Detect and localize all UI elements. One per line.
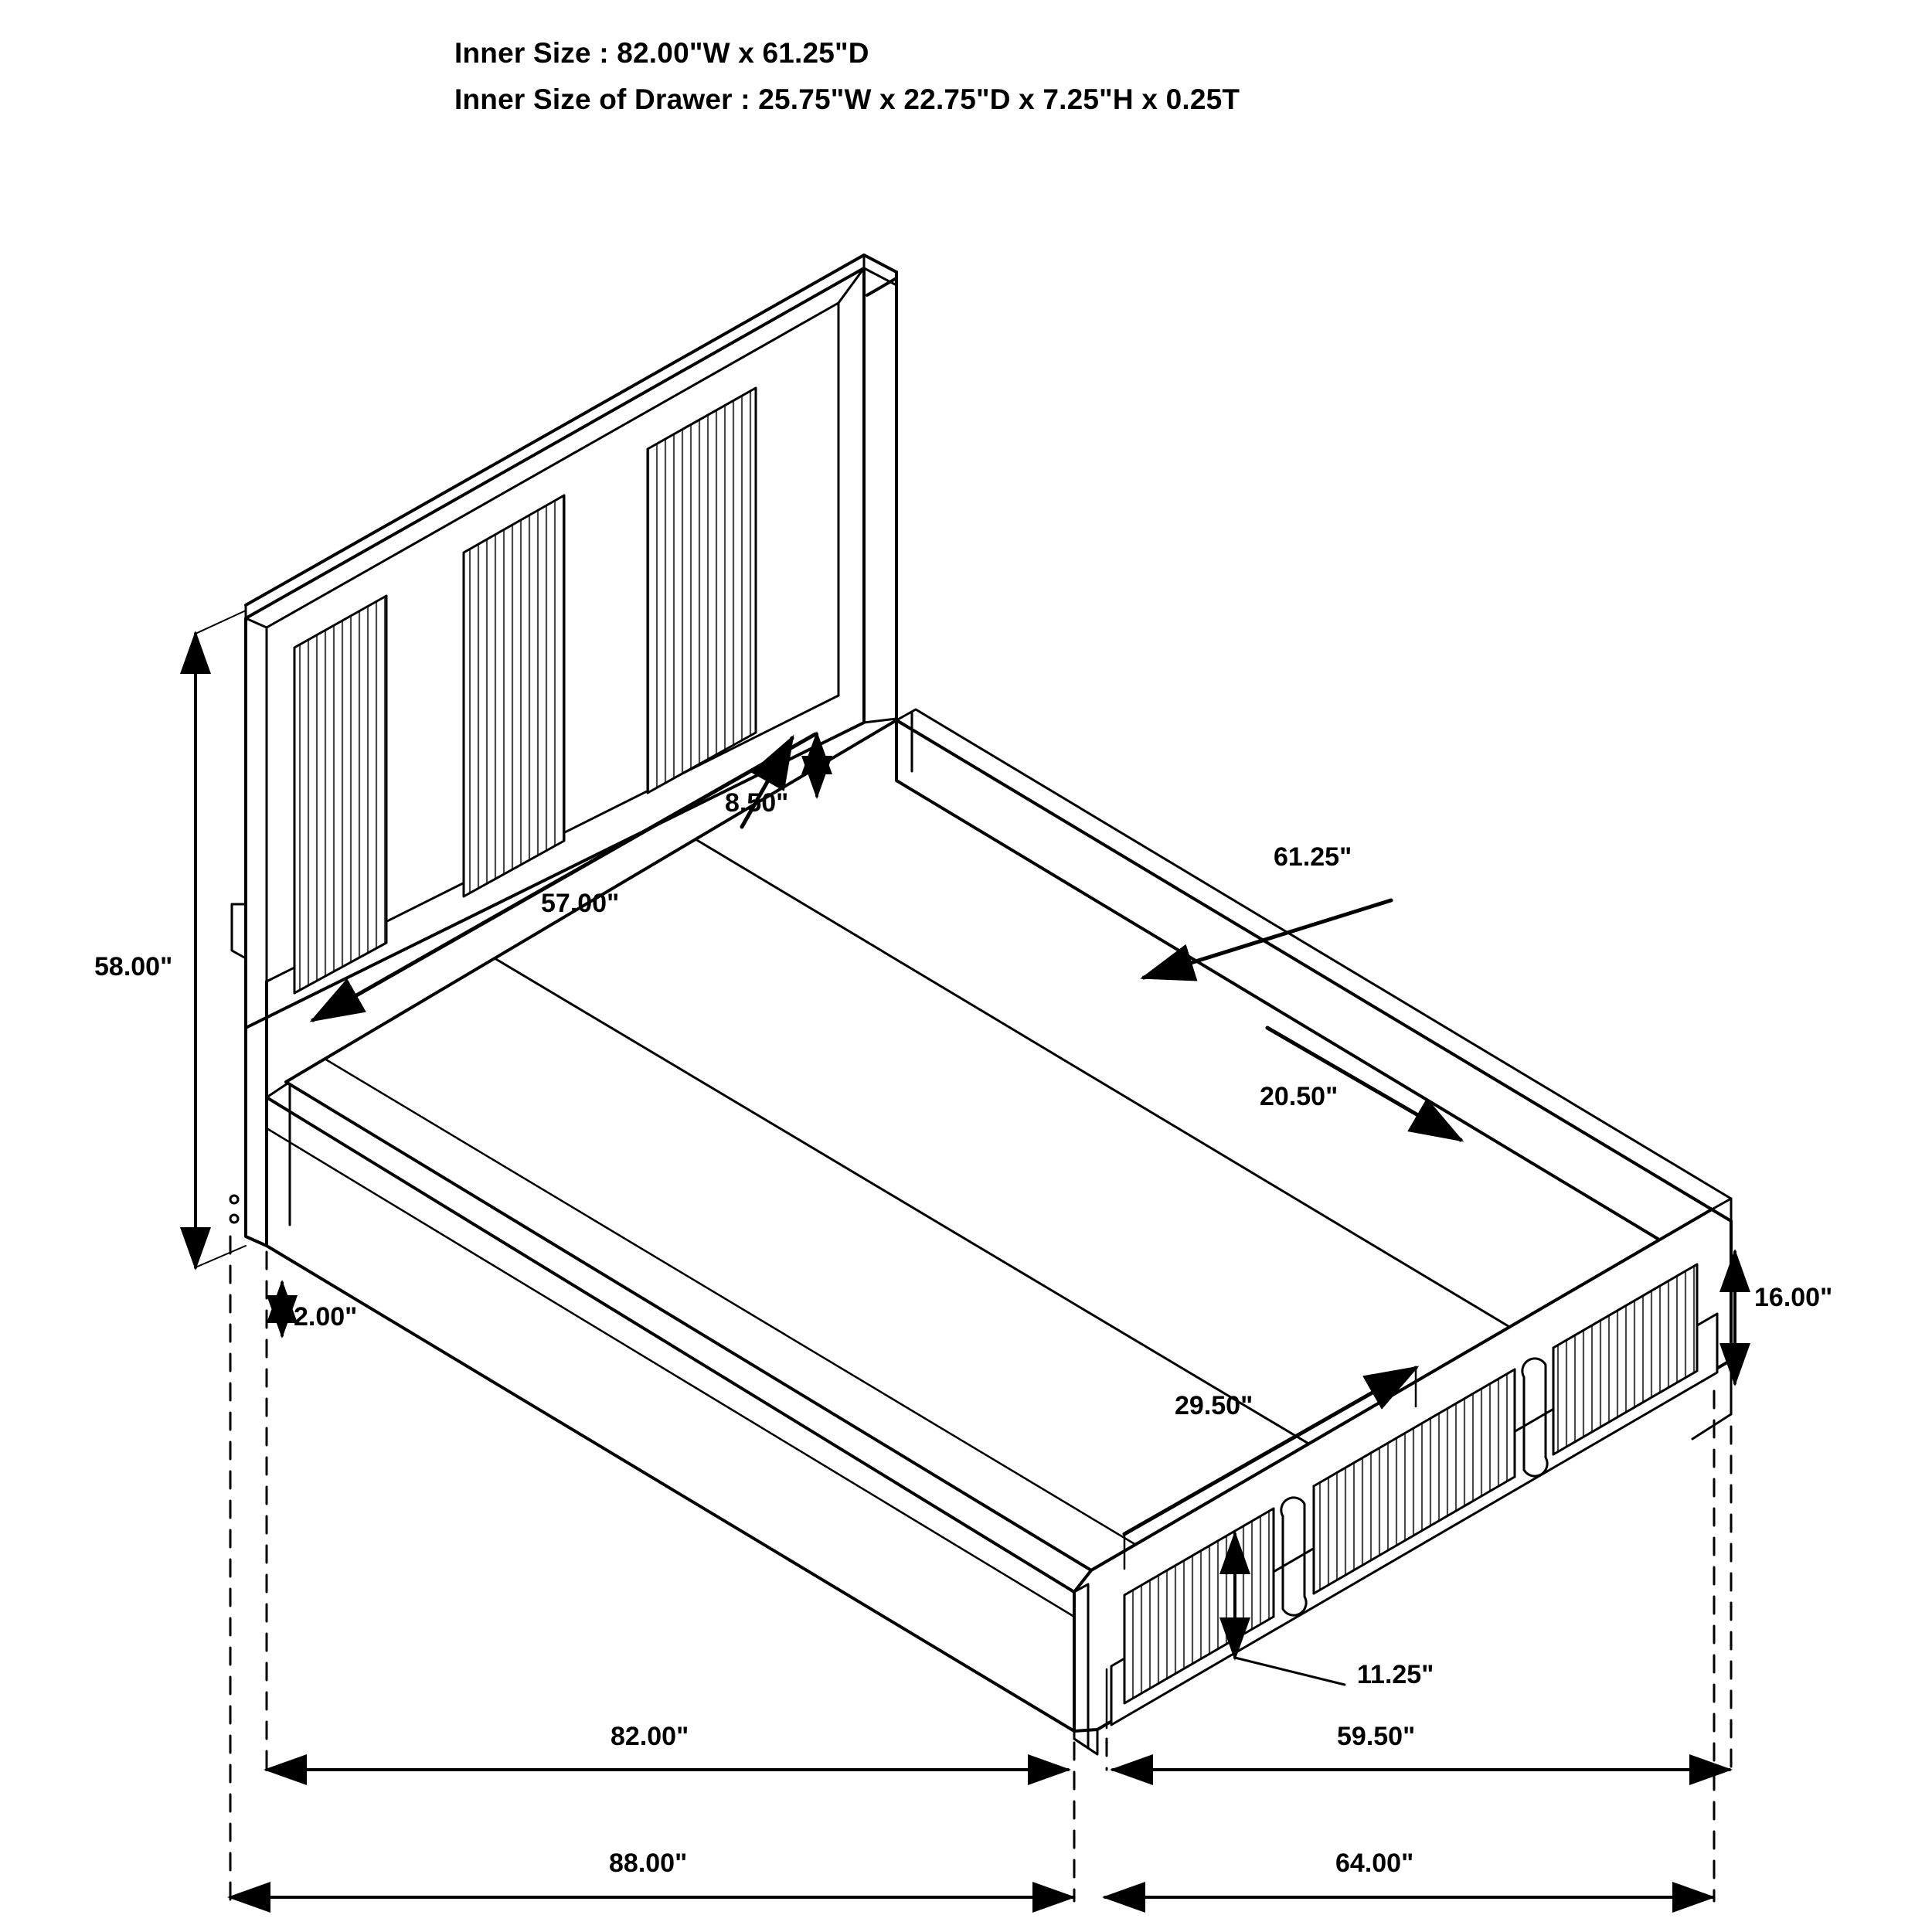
- dim-floor-clearance: 2.00": [294, 1302, 358, 1332]
- dim-overall-length-outer: 88.00": [609, 1849, 688, 1878]
- dim-side-rail-depth: 20.50": [1260, 1082, 1338, 1111]
- dim-overall-length-inner: 82.00": [611, 1722, 689, 1751]
- inner-size-note: Inner Size : 82.00"W x 61.25"D: [454, 37, 869, 69]
- dim-inner-depth: 61.25": [1274, 842, 1352, 872]
- dim-overall-width-outer: 64.00": [1335, 1849, 1414, 1878]
- dim-overall-width-inner: 59.50": [1337, 1722, 1416, 1751]
- dim-headboard-height: 58.00": [94, 952, 173, 981]
- dim-drawer-front-height: 11.25": [1357, 1660, 1434, 1689]
- inner-drawer-size-note: Inner Size of Drawer : 25.75"W x 22.75"D x 7.25"H x 0.25T: [454, 83, 1240, 115]
- dim-footboard-height: 16.00": [1754, 1283, 1833, 1312]
- dim-headboard-top-depth: 8.50": [725, 788, 789, 818]
- dim-headboard-panel-width: 57.00": [541, 889, 620, 918]
- dim-drawer-front-width: 29.50": [1175, 1391, 1253, 1420]
